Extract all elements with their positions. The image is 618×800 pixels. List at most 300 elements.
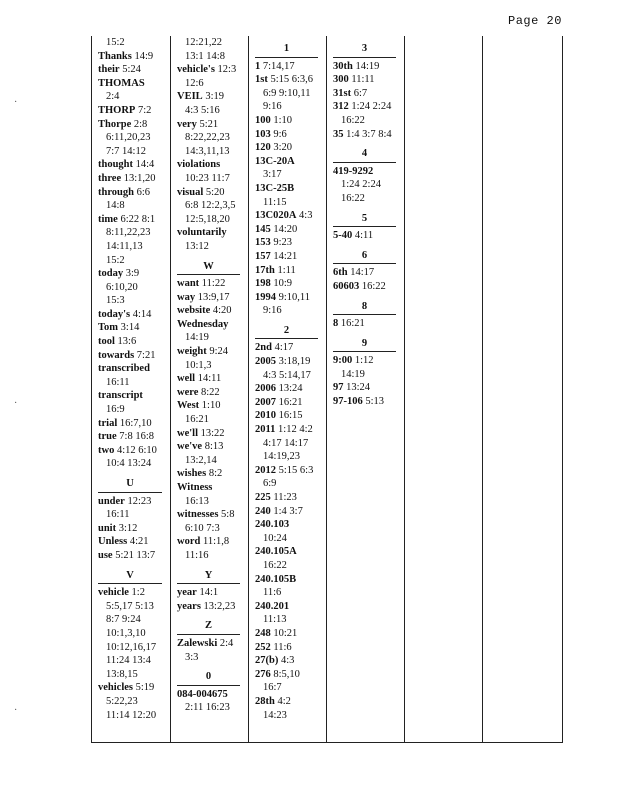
index-term: THORP — [98, 104, 136, 116]
page-line-reference: 2:4 — [219, 637, 234, 649]
page-line-reference: 2:11 16:23 — [185, 702, 230, 714]
page-line-reference: 7:21 — [136, 349, 156, 361]
scan-mark: · — [14, 398, 18, 409]
page-line-reference: 5:15 6:3 — [278, 464, 314, 476]
index-term: Tom — [98, 322, 119, 334]
page-line-reference: 14:4 — [135, 159, 155, 171]
page-line-reference: 4:11 — [354, 230, 374, 242]
index-entry — [98, 50, 170, 64]
page-line-reference: 1:2 — [131, 587, 145, 599]
index-term: 6th — [333, 267, 348, 279]
page-line-reference: 16:22 — [263, 559, 287, 571]
index-term: year — [177, 587, 197, 599]
page-line-reference: 13:1 14:8 — [185, 50, 225, 62]
index-entry — [255, 695, 326, 722]
page-line-reference: 11:6 — [263, 587, 282, 599]
page-line-reference: 14:21 — [273, 250, 298, 262]
index-term: through — [98, 186, 134, 198]
index-entry — [177, 318, 248, 345]
index-term: weight — [177, 346, 207, 358]
index-entry — [98, 444, 170, 471]
index-term: 240.201 — [255, 600, 290, 612]
index-entry — [98, 335, 170, 349]
index-term: trial — [98, 417, 118, 429]
index-term: 419-9292 — [333, 165, 374, 177]
page-line-reference: 3:20 — [273, 142, 293, 154]
index-term: 2010 — [255, 410, 276, 422]
page-line-reference: 13:9,17 — [197, 291, 230, 303]
index-entry — [255, 491, 326, 505]
page-line-reference: 1:24 2:24 — [351, 101, 392, 113]
index-entry — [177, 399, 248, 426]
index-entry — [255, 223, 326, 237]
index-term: thought — [98, 159, 134, 171]
page-line-reference: 10:9 — [273, 278, 293, 290]
page-line-reference: 1:11 — [277, 264, 296, 276]
page-line-reference: 4:2 — [277, 695, 291, 707]
index-entry — [177, 186, 248, 227]
page-line-reference: 4:20 — [212, 305, 232, 317]
index-entry — [333, 381, 404, 395]
page-line-reference: 13:2,23 — [203, 600, 236, 612]
index-entry — [255, 382, 326, 396]
index-entry — [255, 627, 326, 641]
page-line-reference: 12:3 — [217, 64, 237, 76]
index-term: transcribed — [98, 363, 150, 375]
index-entry — [98, 362, 170, 389]
page-line-reference: 5:13 — [365, 396, 385, 408]
index-entry — [255, 250, 326, 264]
index-term: website — [177, 305, 211, 317]
page-line-reference: 12:23 — [127, 495, 152, 507]
page-line-reference: 6:10,20 — [106, 281, 138, 293]
index-term: 1994 — [255, 291, 276, 303]
index-entry — [98, 172, 170, 186]
page-line-reference: 1:4 3:7 — [273, 505, 303, 517]
page-line-reference: 9:16 — [263, 305, 282, 317]
index-term: 153 — [255, 237, 271, 249]
index-entry — [333, 73, 404, 87]
index-term: 31st — [333, 87, 352, 99]
index-entry — [255, 128, 326, 142]
index-entry — [98, 522, 170, 536]
page-line-reference: 14:11,13 — [106, 240, 143, 252]
page-line-reference: 16:7,10 — [119, 417, 152, 429]
index-entry — [98, 186, 170, 213]
index-entry — [177, 118, 248, 159]
index-term: word — [177, 536, 201, 548]
page-line-reference: 1:24 2:24 — [341, 179, 381, 191]
index-term: 276 — [255, 668, 271, 680]
index-entry — [177, 304, 248, 318]
page-line-reference: 10:1,3 — [185, 359, 212, 371]
index-entry — [255, 464, 326, 491]
index-entry — [98, 681, 170, 722]
index-entry — [98, 430, 170, 444]
index-entry — [98, 267, 170, 308]
index-term: 240.103 — [255, 519, 290, 531]
page-line-reference: 1:4 3:7 8:4 — [346, 128, 392, 140]
index-entry — [98, 158, 170, 172]
index-entry — [255, 641, 326, 655]
page-line-reference: 16:9 — [106, 404, 125, 416]
index-term: 198 — [255, 278, 271, 290]
page-line-reference: 8:13 — [204, 441, 224, 453]
index-term: three — [98, 172, 122, 184]
index-entry — [333, 317, 404, 331]
index-entry — [255, 264, 326, 278]
index-entry — [333, 87, 404, 101]
section-header: Y — [177, 569, 240, 585]
section-header: 3 — [333, 42, 396, 58]
page-line-reference: 5:8 — [221, 509, 235, 521]
page-line-reference: 16:7 — [263, 682, 282, 694]
index-entry — [98, 63, 170, 77]
index-term: 2005 — [255, 356, 276, 368]
index-entry — [255, 60, 326, 74]
page-line-reference: 1:10 — [273, 114, 293, 126]
index-term: two — [98, 444, 115, 456]
index-entry — [255, 73, 326, 114]
section-header: 0 — [177, 670, 240, 686]
page-line-reference: 11:11 — [351, 74, 375, 86]
index-entry — [255, 141, 326, 155]
index-term: Zalewski — [177, 637, 218, 649]
index-entry — [98, 417, 170, 431]
page-line-reference: 5:24 — [122, 64, 141, 76]
page-line-reference: 10:21 — [273, 627, 298, 639]
page-line-reference: 1:12 4:2 — [278, 424, 313, 436]
page-line-reference: 14:23 — [263, 709, 287, 721]
page-line-reference: 6:7 — [353, 87, 368, 99]
index-entry — [98, 118, 170, 159]
page-line-reference: 16:11 — [106, 376, 130, 388]
index-term: Unless — [98, 536, 128, 548]
index-term: vehicle's — [177, 64, 215, 76]
page-line-reference: 1:12 — [354, 355, 374, 367]
index-term: 60603 — [333, 280, 360, 292]
page-line-reference: 16:22 — [341, 192, 365, 204]
page-line-reference: 4:17 — [274, 342, 294, 354]
page-line-reference: 5:21 — [199, 118, 219, 130]
page-line-reference: 15:2 — [106, 254, 125, 266]
index-entry — [255, 573, 326, 600]
index-column-3 — [249, 36, 327, 742]
index-entry — [98, 389, 170, 416]
page-line-reference: 5:20 — [205, 186, 225, 198]
page-line-reference: 6:8 12:2,3,5 — [185, 200, 236, 212]
index-entry — [177, 688, 248, 715]
page-line-reference: 10:1,3,10 — [106, 627, 146, 639]
page-line-reference: 11:22 — [201, 278, 226, 290]
index-term: their — [98, 64, 120, 76]
index-term: 2007 — [255, 396, 276, 408]
index-entry — [98, 321, 170, 335]
index-term: 1 — [255, 60, 261, 72]
page-line-reference: 14:19 — [341, 368, 365, 380]
page-line-reference: 9:24 — [209, 346, 229, 358]
index-term: 1st — [255, 74, 268, 86]
page-line-reference: 3:3 — [185, 651, 199, 663]
index-term: want — [177, 278, 200, 290]
index-entry — [98, 495, 170, 522]
page-line-reference: 4:3 — [280, 655, 295, 667]
index-entry — [255, 423, 326, 464]
page-line-reference: 16:21 — [340, 318, 365, 330]
index-term: 248 — [255, 627, 271, 639]
index-term: 2011 — [255, 424, 276, 436]
page-line-reference: 14:9 — [134, 50, 154, 62]
page-line-reference: 11:1,8 — [202, 536, 230, 548]
index-term: 5-40 — [333, 230, 353, 242]
index-term: 252 — [255, 641, 271, 653]
index-term: 28th — [255, 695, 275, 707]
page-line-reference: 6:9 9:10,11 — [263, 87, 311, 99]
page-line-reference: 12:5,18,20 — [185, 213, 230, 225]
index-term: 9:00 — [333, 355, 353, 367]
index-term: use — [98, 549, 113, 561]
index-term: 240 — [255, 505, 271, 517]
index-entry — [333, 100, 404, 127]
index-entry — [255, 291, 326, 318]
page-line-reference: 4:3 5:16 — [185, 104, 220, 116]
page-line-reference: 16:22 — [361, 280, 386, 292]
page-line-reference: 14:19 — [355, 60, 380, 72]
index-term: were — [177, 386, 199, 398]
page-line-reference: 3:14 — [120, 322, 140, 334]
page-line-reference: 6:6 — [136, 186, 151, 198]
index-entry — [333, 266, 404, 280]
index-term: THOMAS — [98, 77, 145, 89]
page-line-reference: 4:12 6:10 — [116, 444, 157, 456]
index-entry — [255, 114, 326, 128]
index-entry — [333, 280, 404, 294]
page-line-reference: 11:23 — [273, 492, 297, 503]
index-term: time — [98, 213, 118, 225]
index-entry — [255, 355, 326, 382]
index-term: years — [177, 600, 201, 612]
index-entry — [98, 77, 170, 104]
index-entry — [98, 308, 170, 322]
page-line-reference: 14:19 — [185, 332, 209, 344]
page-line-reference: 11:6 — [273, 641, 292, 653]
index-term: 13C-25B — [255, 182, 295, 194]
index-entry — [177, 467, 248, 481]
page-line-reference: 8:22,22,23 — [185, 132, 230, 144]
index-entry — [333, 354, 404, 381]
index-term: 8 — [333, 318, 339, 330]
index-term: 27(b) — [255, 655, 279, 667]
page-line-reference: 3:19 — [205, 91, 224, 103]
section-header: 5 — [333, 212, 396, 228]
page-line-reference: 6:9 — [263, 478, 277, 490]
index-entry — [177, 440, 248, 467]
page-line-reference: 16:21 — [278, 396, 303, 408]
page-line-reference: 4:3 5:14,17 — [263, 369, 311, 381]
index-entry — [333, 165, 404, 206]
page-line-reference: 16:11 — [106, 509, 130, 521]
index-entry — [177, 535, 248, 562]
index-term: way — [177, 291, 196, 303]
index-entry — [98, 104, 170, 118]
index-term: 240.105B — [255, 573, 297, 585]
index-entry — [255, 277, 326, 291]
page-line-reference: 11:24 13:4 — [106, 655, 151, 667]
scan-mark: · — [14, 705, 18, 716]
index-term: VEIL — [177, 91, 203, 103]
index-term: towards — [98, 349, 135, 361]
page-line-reference: 15:3 — [106, 295, 125, 307]
index-entry — [255, 505, 326, 519]
page-line-reference: 11:14 12:20 — [106, 709, 157, 721]
index-term: today — [98, 268, 124, 280]
index-entry — [177, 291, 248, 305]
index-entry — [98, 535, 170, 549]
page-line-reference: 9:10,11 — [278, 291, 311, 303]
section-header: W — [177, 260, 240, 276]
index-term: Thorpe — [98, 118, 132, 130]
index-entry — [255, 518, 326, 545]
index-term: Wednesday — [177, 318, 229, 330]
index-column-2 — [171, 36, 249, 742]
index-entry — [177, 277, 248, 291]
page-line-reference: 5:22,23 — [106, 695, 138, 707]
index-term: 312 — [333, 101, 349, 113]
page-line-reference: 11:16 — [185, 549, 209, 561]
index-term: we'll — [177, 427, 198, 439]
index-term: 084-004675 — [177, 688, 228, 700]
index-term: 100 — [255, 114, 271, 126]
page-line-reference: 11:13 — [263, 614, 287, 626]
index-term: visual — [177, 186, 204, 198]
page-line-reference: 8:22 — [201, 386, 220, 398]
page-line-reference: 3:17 — [263, 169, 282, 181]
index-term: under — [98, 495, 125, 507]
page-line-reference: 8:7 9:24 — [106, 614, 141, 626]
index-entry — [333, 395, 404, 409]
index-term: Witness — [177, 482, 213, 493]
page-line-reference: 5:21 13:7 — [115, 549, 156, 561]
index-term: 225 — [255, 492, 271, 503]
index-entry — [255, 182, 326, 209]
page-line-reference: 6:11,20,23 — [106, 132, 151, 144]
page-line-reference: 13:24 — [278, 383, 303, 395]
index-column-1 — [92, 36, 171, 742]
index-term: violations — [177, 159, 221, 171]
page-line-reference: 10:12,16,17 — [106, 641, 157, 653]
index-entry — [255, 600, 326, 627]
page-line-reference: 8:5,10 — [273, 668, 300, 680]
page-line-reference: 6:22 8:1 — [120, 213, 156, 225]
page-line-reference: 16:15 — [278, 410, 303, 422]
index-column-6 — [483, 36, 562, 742]
page-line-reference: 10:23 11:7 — [185, 172, 230, 184]
page-line-reference: 12:21,22 — [185, 37, 223, 48]
index-entry — [98, 586, 170, 681]
index-entry — [98, 213, 170, 267]
section-header: 2 — [255, 324, 318, 340]
page-line-reference: 14:11 — [197, 373, 222, 385]
index-term: transcript — [98, 390, 143, 402]
section-header: V — [98, 569, 162, 585]
index-entry — [177, 600, 248, 614]
page-line-reference: 4:3 — [299, 210, 313, 222]
page-line-reference: 3:9 — [125, 268, 140, 280]
index-entry — [255, 155, 326, 182]
index-entry — [177, 372, 248, 386]
page-line-reference: 2:4 — [106, 91, 120, 103]
index-entry — [177, 586, 248, 600]
page-line-reference: 14:3,11,13 — [185, 145, 230, 157]
page-line-reference: 16:21 — [185, 414, 209, 426]
index-entry — [255, 209, 326, 223]
index-entry — [98, 549, 170, 563]
page-line-reference: 5:19 — [135, 682, 155, 694]
page-line-reference: 4:17 14:17 — [263, 437, 309, 449]
index-term: 30th — [333, 60, 353, 72]
page-line-reference: 9:16 — [263, 101, 282, 113]
index-entry — [255, 545, 326, 572]
index-entry — [177, 481, 248, 508]
index-term: tool — [98, 336, 115, 348]
index-term: 2006 — [255, 383, 276, 395]
page-line-reference: 13:1,20 — [123, 172, 156, 184]
page-line-reference: 3:12 — [118, 522, 138, 534]
index-entry — [255, 654, 326, 668]
section-header: U — [98, 477, 162, 493]
section-header: Z — [177, 619, 240, 635]
index-entry — [255, 341, 326, 355]
page-line-reference: 7:14,17 — [262, 60, 295, 72]
page-line-reference: 13:8,15 — [106, 668, 138, 680]
page-line-reference: 16:13 — [185, 495, 209, 507]
index-term: true — [98, 431, 117, 443]
page-line-reference: 7:2 — [137, 104, 152, 116]
index-term: 17th — [255, 264, 275, 276]
index-entry — [177, 50, 248, 64]
page-line-reference: 8:11,22,23 — [106, 227, 151, 239]
index-column-5 — [405, 36, 483, 742]
index-entry — [177, 90, 248, 117]
index-column-4 — [327, 36, 405, 742]
page-line-reference: 13:6 — [117, 336, 137, 348]
page-line-reference: 10:4 13:24 — [106, 458, 152, 470]
page-line-reference: 13:22 — [200, 427, 225, 439]
page-line-reference: 9:23 — [273, 237, 293, 249]
index-entry — [177, 226, 248, 253]
page-line-reference: 7:8 16:8 — [119, 431, 155, 443]
index-entry — [177, 36, 248, 50]
index-entry — [177, 637, 248, 664]
section-header: 9 — [333, 337, 396, 353]
index-term: Thanks — [98, 50, 132, 62]
page-line-reference: 12:6 — [185, 77, 204, 89]
page-line-reference: 14:1 — [199, 587, 219, 599]
scan-mark: · — [14, 97, 18, 108]
index-entry — [255, 409, 326, 423]
page-line-reference: 4:14 — [132, 308, 152, 320]
index-term: 2012 — [255, 464, 276, 476]
index-entry — [333, 229, 404, 243]
index-term: 103 — [255, 128, 271, 140]
index-entry — [177, 158, 248, 185]
page-line-reference: 14:20 — [273, 223, 298, 235]
page-line-reference: 10:24 — [263, 532, 287, 544]
page-line-reference: 13:2,14 — [185, 454, 217, 466]
page-line-reference: 11:15 — [263, 196, 287, 208]
index-term: 2nd — [255, 342, 272, 354]
section-header: 4 — [333, 147, 396, 163]
